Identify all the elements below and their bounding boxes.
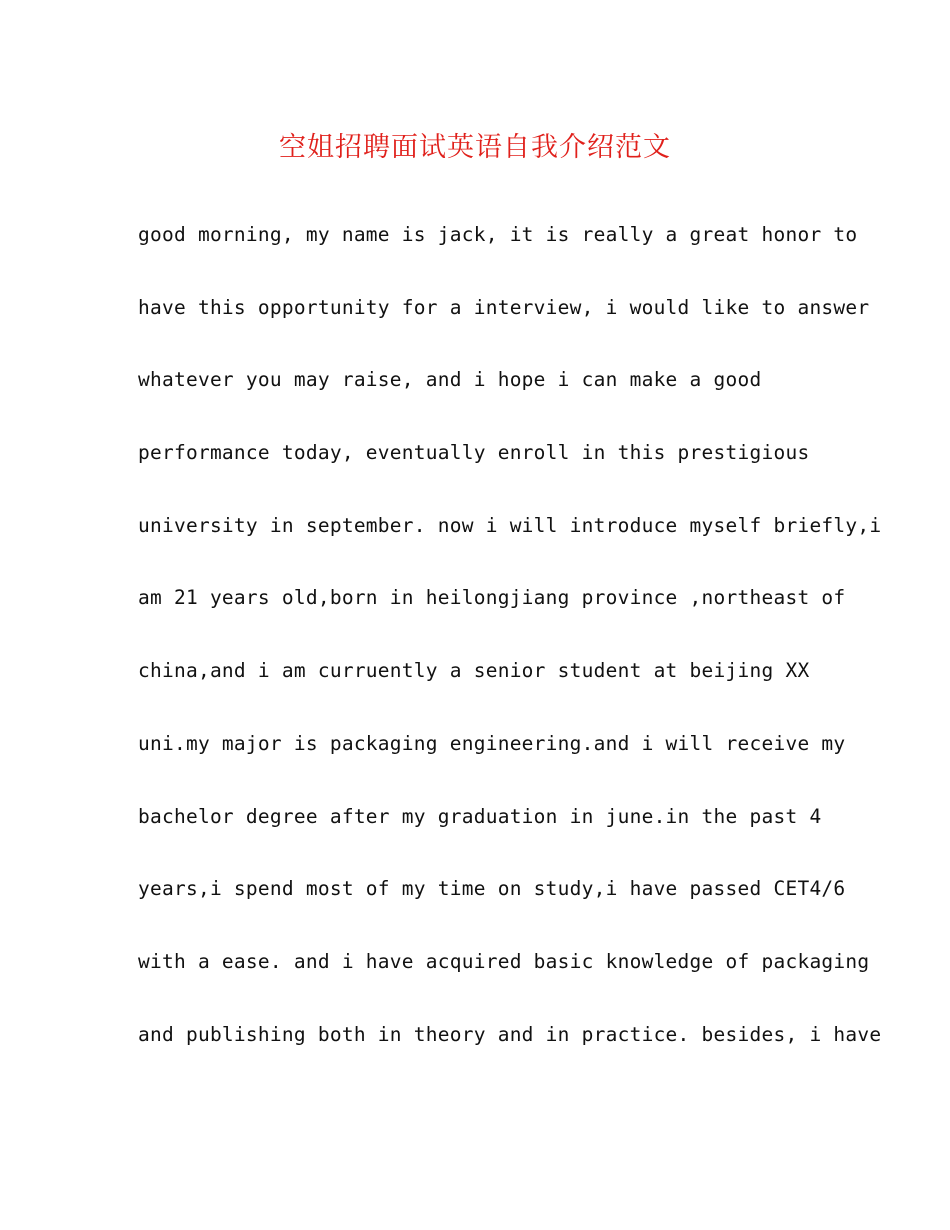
body-line: china,and i am curruently a senior student at beijing XX <box>138 659 810 683</box>
body-line: with a ease. and i have acquired basic knowledge of packaging <box>138 949 870 973</box>
body-line: have this opportunity for a interview, i would like to answer <box>138 295 870 319</box>
body-line: uni.my major is packaging engineering.and i will receive my <box>138 731 846 755</box>
document-title: 空姐招聘面试英语自我介绍范文 <box>279 132 671 163</box>
body-line: bachelor degree after my graduation in june.in the past 4 <box>138 804 822 828</box>
body-line: performance today, eventually enroll in this prestigious <box>138 441 810 465</box>
body-line: am 21 years old,born in heilongjiang province ,northeast of <box>138 586 846 610</box>
body-line: and publishing both in theory and in practice. besides, i have <box>138 1022 882 1046</box>
body-line: good morning, my name is jack, it is really a great honor to <box>138 223 858 246</box>
document-body <box>138 216 882 1088</box>
body-line: university in september. now i will introduce myself briefly,i <box>138 513 882 537</box>
body-line: years,i spend most of my time on study,i have passed CET4/6 <box>138 877 846 901</box>
body-line: whatever you may raise, and i hope i can make a good <box>138 368 762 392</box>
